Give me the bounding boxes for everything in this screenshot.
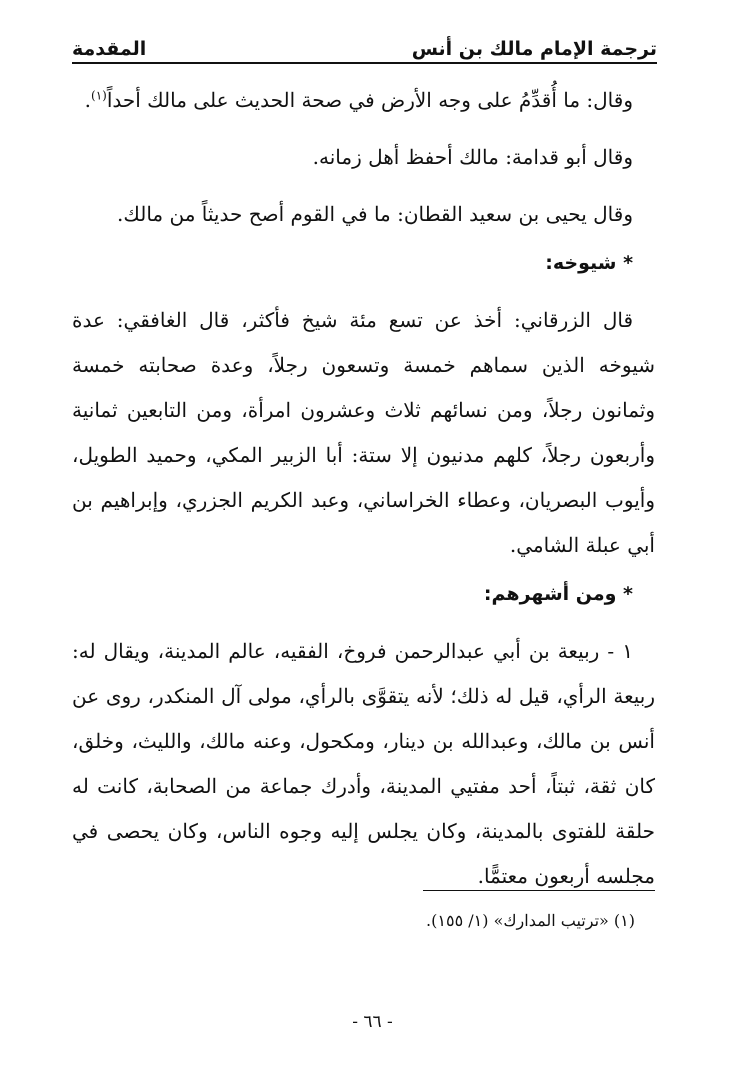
page-number: - ٦٦ - [352,1012,393,1032]
section-title: المقدمة [72,38,147,60]
paragraph-1 [72,78,655,123]
footnote: (١) «ترتيب المدارك» (١/ ١٥٥). [426,911,635,930]
footnote-divider [423,890,655,891]
heading-shuyukh: * شيوخه: [545,252,633,274]
paragraph-3: وقال يحيى بن سعيد القطان: ما في القوم أصح حديثاً من مالك. [117,202,633,226]
main-text [72,78,655,899]
running-header [72,28,657,64]
footnote-marker[interactable]: (١) [91,88,107,103]
paragraph-2: وقال أبو قدامة: مالك أحفظ أهل زمانه. [312,145,633,169]
paragraph-5: ١ - ربيعة بن أبي عبدالرحمن فروخ، الفقيه، عالم المدينة، ويقال له: ربيعة الرأي، قيل له ذلك؛ لأنه يتقوَّى بالرأي، مولى آل المنكدر، روى عن أنس بن مالك، وعبدالله بن دينار، ومكحول، وعنه مالك، والليث، وخلق، كان ثقة، ثبتاً، أحد مفتيي المدينة، وأدرك جماعة من الصحابة، كانت له حلقة للفتوى بالمدينة، وكان يجلس إليه وجوه الناس، وكان يحصى في مجلسه أربعون معتمًّا. [72,639,655,888]
paragraph-1-end: . [84,88,92,112]
heading-ashharuhum: * ومن أشهرهم: [483,583,633,605]
paragraph-1-text: وقال: ما أُقدِّمُ على وجه الأرض في صحة الحديث على مالك أحداً [106,88,633,112]
paragraph-4: قال الزرقاني: أخذ عن تسع مئة شيخ فأكثر، قال الغافقي: عدة شيوخه الذين سماهم خمسة وتسعون رجلاً، وعدة صحابته خمسة وثمانون رجلاً، ومن نسائهم ثلاث وعشرون امرأة، ومن التابعين ثمانية وأربعون رجلاً، كلهم مدنيون إلا ستة: أبا الزبير المكي، وحميد الطويل، وأيوب البصريان، وعطاء الخراساني، وعبد الكريم الجزري، وإبراهيم بن أبي عبلة الشامي. [72,308,655,557]
book-title: ترجمة الإمام مالك بن أنس [411,38,657,60]
